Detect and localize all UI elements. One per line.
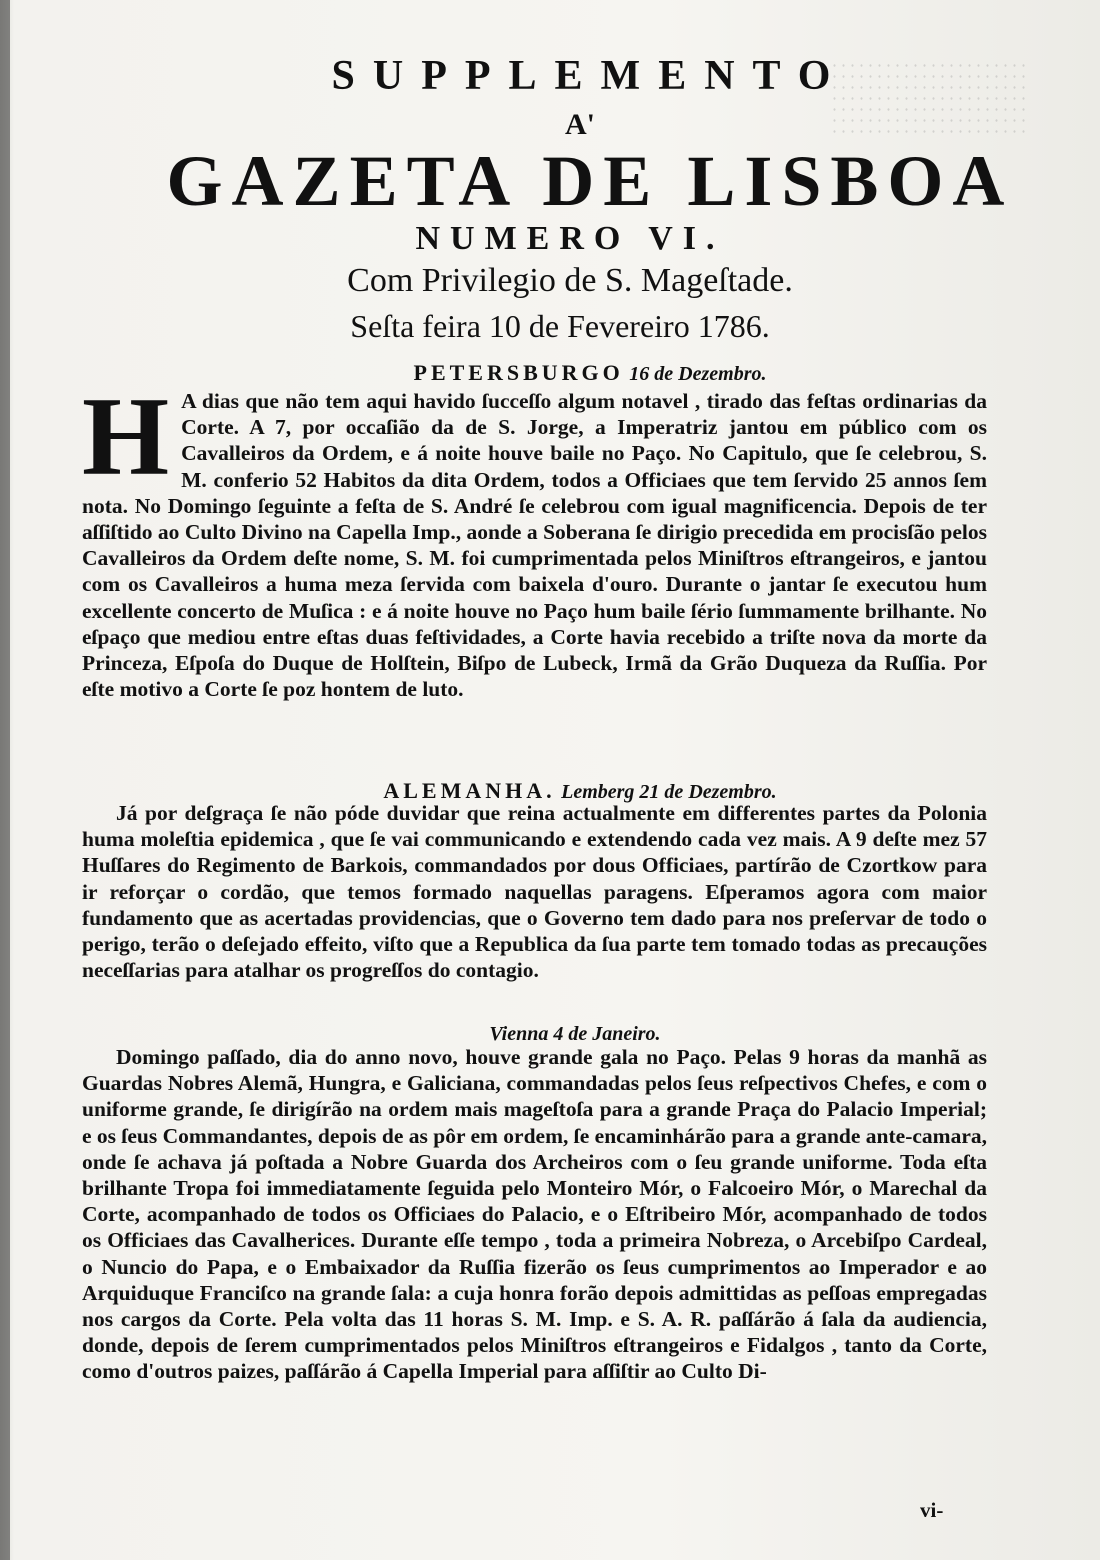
preposition-line: A' xyxy=(565,108,595,141)
dateline-date: 16 de Dezembro. xyxy=(629,363,767,385)
scan-edge-shadow xyxy=(0,0,10,1560)
dateline-place: ALEMANHA. xyxy=(383,778,556,803)
issue-number: NUMERO VI. xyxy=(415,220,725,257)
article-alemanha xyxy=(82,800,987,983)
dateline-place: PETERSBURGO xyxy=(413,360,624,385)
article-text: A dias que não tem aqui havido ſucceſſo algum notavel , tirado das feſtas ordinarias da Corte. A 7, por occaſião da de S. Jorge, a Imperatriz jantou em público com os Cavalleiros da Ordem, e á noite houve baile no Paço. No Capitulo, que ſe celebrou, S. M. conferio 52 Habitos da dita Ordem, todos a Officiaes que tem ſervido 25 annos ſem nota. No Domingo ſeguinte a feſta de S. André ſe celebrou com igual magnificencia. Depois de ter aſſiſtido ao Culto Divino na Capella Imp., aonde a Soberana ſe dirigio precedida em procisſão pelos Cavalleiros da Ordem deſte nome, S. M. foi cumprimentada pelos Miniſtros eſtrangeiros, e jantou com os Cavalleiros a huma meza ſervida com baixela d'ouro. Durante o jantar ſe executou hum excellente concerto de Muſica : e á noite houve no Paço hum baile ſério ſummamente brilhante. No eſpaço que mediou entre eſtas duas feſtividades, a Corte havia recebido a triſte nova da morte da Princeza, Eſpoſa do Duque de Holſtein, Biſpo de Lubeck, Irmã da Grão Duqueza da Ruſſia. Por eſte motivo a Corte ſe poz hontem de luto. xyxy=(82,389,987,702)
drop-cap: H xyxy=(82,375,170,499)
supplement-heading: SUPPLEMENTO xyxy=(331,53,849,99)
article-vienna xyxy=(82,1044,987,1385)
article-petersburgo xyxy=(82,375,987,702)
dateline-date: Lemberg 21 de Dezembro. xyxy=(561,781,777,803)
dateline-vienna xyxy=(25,1020,1100,1046)
dateline-petersburgo xyxy=(40,360,1100,386)
issue-date: Seſta feira 10 de Fevereiro 1786. xyxy=(350,308,770,344)
catchword: vi- xyxy=(920,1498,944,1522)
newspaper-title: GAZETA DE LISBOA xyxy=(166,141,1014,221)
article-text: Já por deſgraça ſe não póde duvidar que reina actualmente em differentes partes da Polonia huma moleſtia epidemica , que ſe vai communicando e extendendo cada vez mais. A 9 deſte mez 57 Huſſares do Regimento de Barkois, commandados por dous Officiaes, partírão de Czortkow para ir reforçar o cordão, que temos formado naquellas paragens. Eſperamos agora com maior fundamento que as acertadas providencias, que o Governo tem dado para nos preſervar de todo o perigo, terão o deſejado effeito, viſto que a Republica da ſua parte tem tomado todas as precauções neceſſarias para atalhar os progreſſos do contagio. xyxy=(82,801,987,983)
royal-privilege-line: Com Privilegio de S. Mageſtade. xyxy=(347,262,793,299)
dateline-date: Vienna 4 de Janeiro. xyxy=(489,1023,661,1045)
article-text: Domingo paſſado, dia do anno novo, houve grande gala no Paço. Pelas 9 horas da manhã as Guardas Nobres Alemã, Hungra, e Galiciana, commandadas pelos ſeus reſpectivos Chefes, e com o uniforme grande, ſe dirigírão na ordem mais mageſtoſa para a grande Praça do Palacio Imperial; e os ſeus Commandantes, depois de as pôr em ordem, ſe encaminhárão para a grande ante-camara, onde ſe achava já poſtada a Nobre Guarda dos Archeiros com o ſeu grande uniforme. Toda eſta brilhante Tropa foi immediatamente ſeguida pelo Monteiro Mór, o Falcoeiro Mór, o Marechal da Corte, acompanhado de todos os Officiaes do Palacio, e o Eſtribeiro Mór, acompanhado de todos os Officiaes das Cavalherices. Durante eſſe tempo , toda a primeira Nobreza, o Arcebiſpo Cardeal, o Nuncio do Papa, e o Embaixador da Ruſſia fizerão os ſeus cumprimentos ao Imperador e ao Arquiduque Franciſco na grande ſala: a cuja honra forão depois admittidas as peſſoas empregadas nos cargos da Corte. Pela volta das 11 horas S. M. Imp. e S. A. R. paſſárão á ſala da audiencia, donde, depois de ſerem cumprimentados pelos Miniſtros eſtrangeiros e Fidalgos , tanto da Corte, como d'outros paizes, paſſárão á Capella Imperial para aſſiſtir ao Culto Di- xyxy=(82,1045,987,1384)
